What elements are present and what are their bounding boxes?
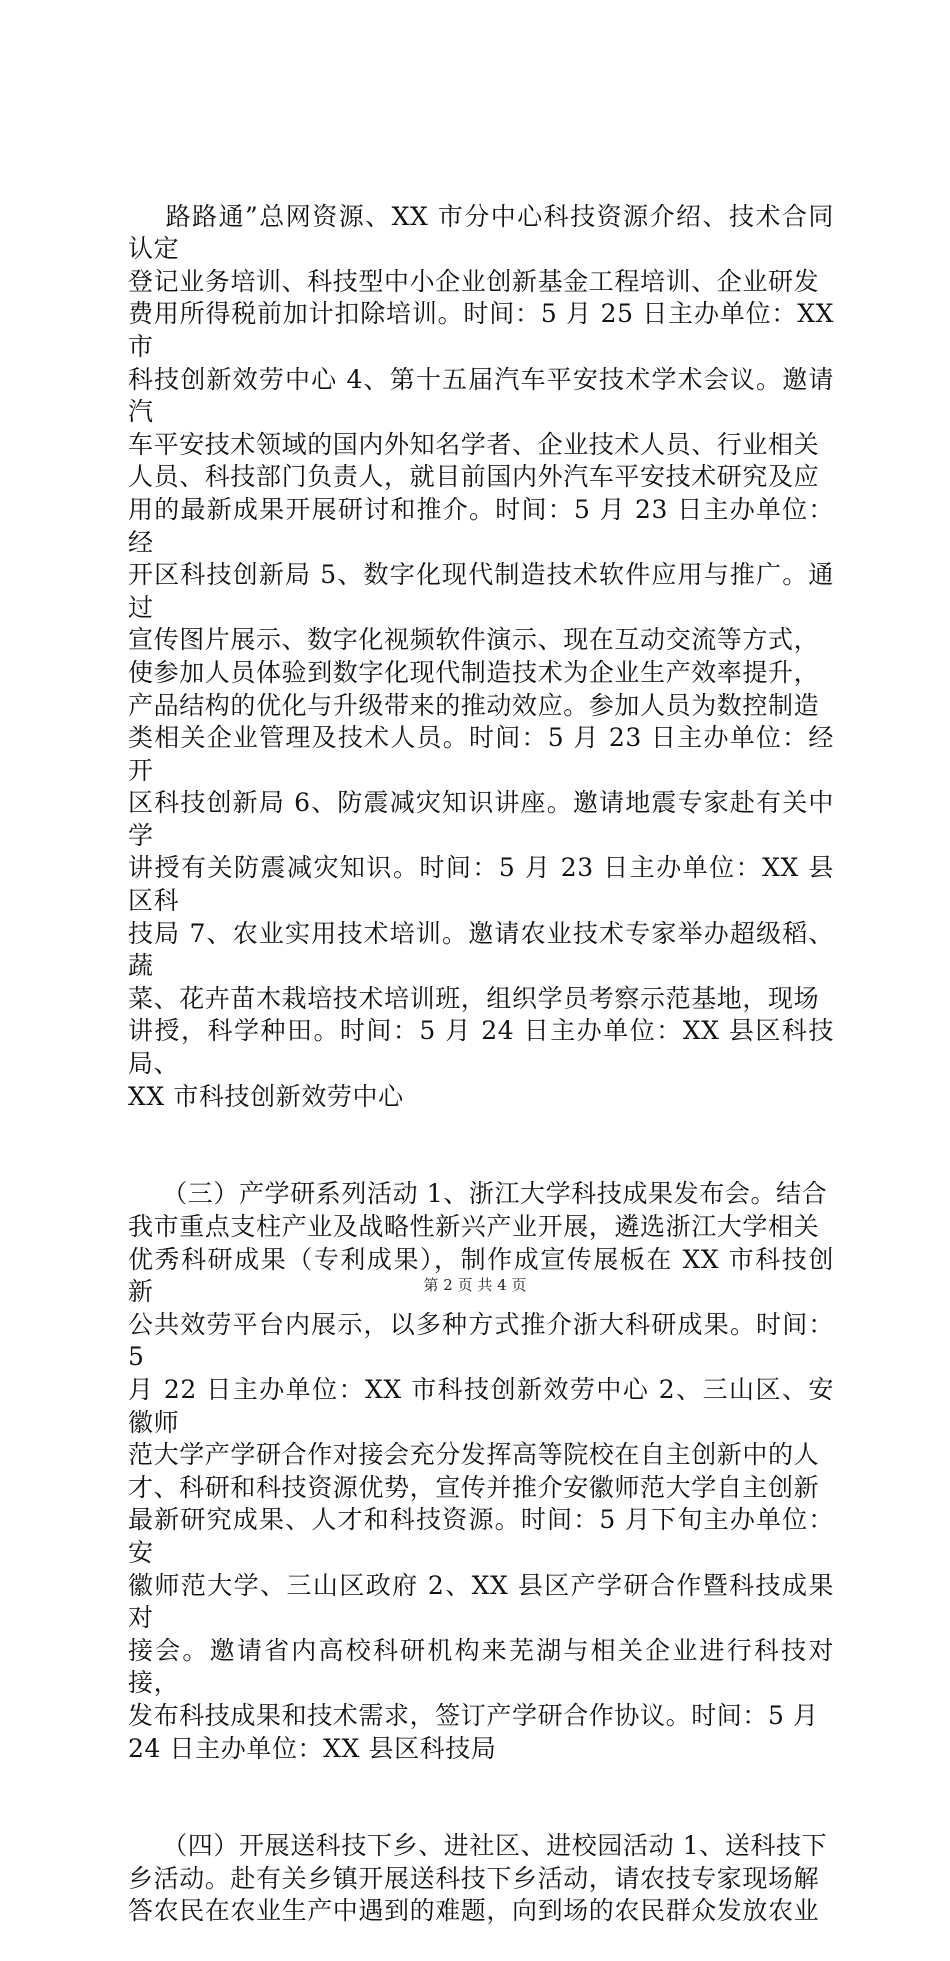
paragraph-industry-university-research bbox=[128, 1146, 834, 1798]
text-line: 接会。邀请省内高校科研机构来芜湖与相关企业进行科技对接， bbox=[128, 1635, 834, 1698]
text-line: 用的最新成果开展研讨和推介。时间：5 月 23 日主办单位：经 bbox=[128, 494, 834, 557]
text-line: 月 22 日主办单位：XX 市科技创新效劳中心 2、三山区、安徽师 bbox=[128, 1374, 834, 1437]
text-line: （四）开展送科技下乡、进社区、进校园活动 1、送科技下 bbox=[162, 1831, 828, 1861]
text-line: XX 市科技创新效劳中心 bbox=[128, 1081, 404, 1111]
text-line: 费用所得税前加计扣除培训。时间：5 月 25 日主办单位：XX 市 bbox=[128, 299, 843, 361]
text-line: 我市重点支柱产业及战略性新兴产业开展，遴选浙江大学相关 bbox=[128, 1212, 820, 1241]
text-line: 开区科技创新局 5、数字化现代制造技术软件应用与推广。通过 bbox=[128, 560, 834, 622]
text-line: 宣传图片展示、数字化视频软件演示、现在互动交流等方式， bbox=[128, 625, 820, 655]
text-line: 菜、花卉苗木栽培技术培训班，组织学员考察示范基地，现场 bbox=[128, 983, 820, 1013]
text-line: 使参加人员体验到数字化现代制造技术为企业生产效率提升， bbox=[128, 657, 820, 687]
text-line: 范大学产学研合作对接会充分发挥高等院校在自主创新中的人 bbox=[128, 1440, 820, 1470]
text-line: 登记业务培训、科技型中小企业创新基金工程培训、企业研发 bbox=[128, 266, 820, 296]
text-line: 讲授有关防震减灾知识。时间：5 月 23 日主办单位：XX 县区科 bbox=[128, 853, 834, 916]
text-line: 徽师范大学、三山区政府 2、XX 县区产学研合作暨科技成果对 bbox=[128, 1570, 834, 1633]
text-line: 乡活动。赴有关乡镇开展送科技下乡活动，请农技专家现场解 bbox=[128, 1863, 820, 1893]
text-line: 公共效劳平台内展示，以多种方式推介浙大科研成果。时间：5 bbox=[128, 1309, 834, 1372]
text-line: 科技创新效劳中心 4、第十五届汽车平安技术学术会议。邀请汽 bbox=[128, 364, 834, 427]
text-line: 24 日主办单位：XX 县区科技局 bbox=[128, 1733, 497, 1763]
text-line: 技局 7、农业实用技术培训。邀请农业技术专家举办超级稻、蔬 bbox=[128, 918, 834, 981]
text-line: 答农民在农业生产中遇到的难题，向到场的农民群众发放农业 bbox=[128, 1896, 820, 1926]
text-line: 车平安技术领域的国内外知名学者、企业技术人员、行业相关 bbox=[128, 429, 820, 459]
text-line: （三）产学研系列活动 1、浙江大学科技成果发布会。结合 bbox=[162, 1179, 828, 1209]
text-line: 发布科技成果和技术需求，签订产学研合作协议。时间：5 月 bbox=[128, 1700, 819, 1730]
text-line: 才、科研和科技资源优势，宣传并推介安徽师范大学自主创新 bbox=[128, 1472, 820, 1502]
text-line: 优秀科研成果（专利成果），制作成宣传展板在 XX 市科技创新 bbox=[128, 1244, 834, 1307]
text-line: 讲授，科学种田。时间：5 月 24 日主办单位：XX 县区科技局、 bbox=[128, 1016, 834, 1079]
paragraph-science-to-countryside bbox=[128, 1798, 834, 1961]
text-line: 产品结构的优化与升级带来的推动效应。参加人员为数控制造 bbox=[128, 690, 820, 720]
page-number-label: 第 2 页 共 4 页 bbox=[423, 1276, 527, 1294]
text-line: 路路通”总网资源、XX 市分中心科技资源介绍、技术合同认定 bbox=[128, 201, 834, 264]
document-body bbox=[128, 168, 843, 1961]
text-line: 区科技创新局 6、防震减灾知识讲座。邀请地震专家赴有关中学 bbox=[128, 788, 834, 850]
paragraph-activities-continued bbox=[128, 168, 843, 1146]
text-line: 人员、科技部门负责人，就目前国内外汽车平安技术研究及应 bbox=[128, 462, 820, 492]
page-footer bbox=[0, 1274, 950, 1295]
text-line: 类相关企业管理及技术人员。时间：5 月 23 日主办单位：经开 bbox=[128, 723, 834, 785]
text-line: 最新研究成果、人才和科技资源。时间：5 月下旬主办单位：安 bbox=[128, 1505, 834, 1567]
